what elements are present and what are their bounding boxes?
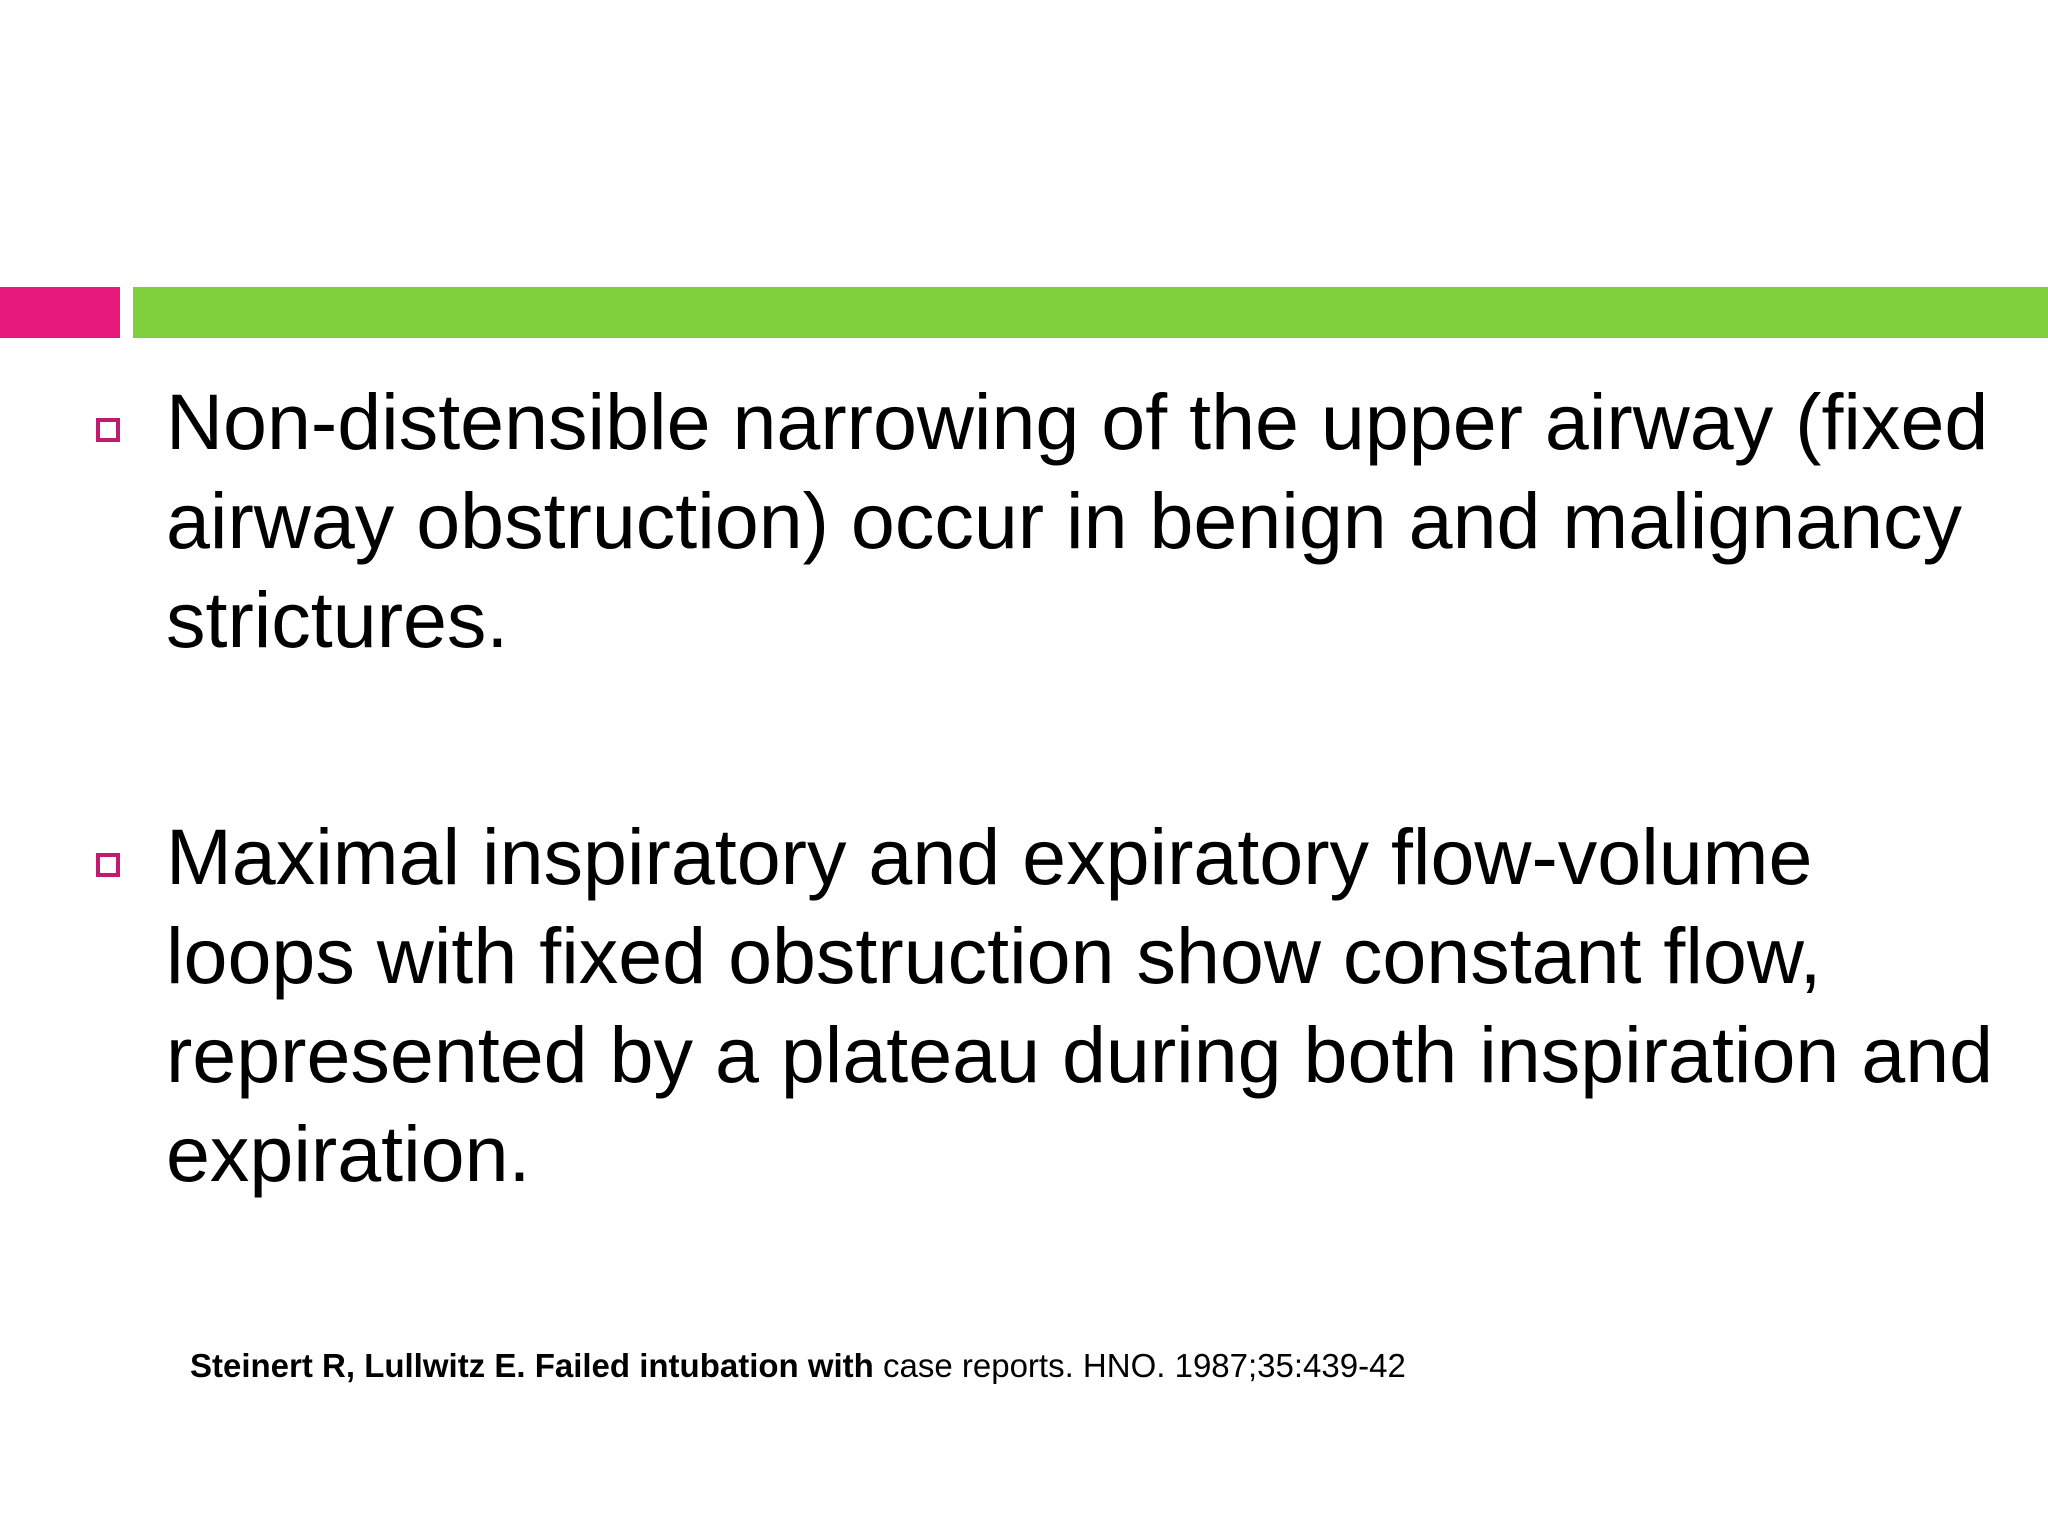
citation-authors-title: Steinert R, Lullwitz E. Failed intubation with xyxy=(190,1347,874,1384)
citation xyxy=(190,1346,1406,1386)
header-accent-pink-bar xyxy=(0,287,120,338)
hollow-square-bullet-icon xyxy=(96,853,120,877)
bullet-list xyxy=(96,372,1996,1203)
bullet-text: Maximal inspiratory and expiratory flow-volume loops with fixed obstruction show constant flow, represented by a plateau during both inspiration and expiration. xyxy=(166,812,1994,1198)
citation-source: case reports. HNO. 1987;35:439-42 xyxy=(873,1347,1406,1384)
bullet-text: Non-distensible narrowing of the upper airway (fixed airway obstruction) occur in benign and malignancy strictures. xyxy=(166,377,1989,664)
header-accent-green-bar xyxy=(133,287,2048,338)
bullet-item xyxy=(96,807,1996,1203)
bullet-item xyxy=(96,372,1996,669)
hollow-square-bullet-icon xyxy=(96,418,120,442)
